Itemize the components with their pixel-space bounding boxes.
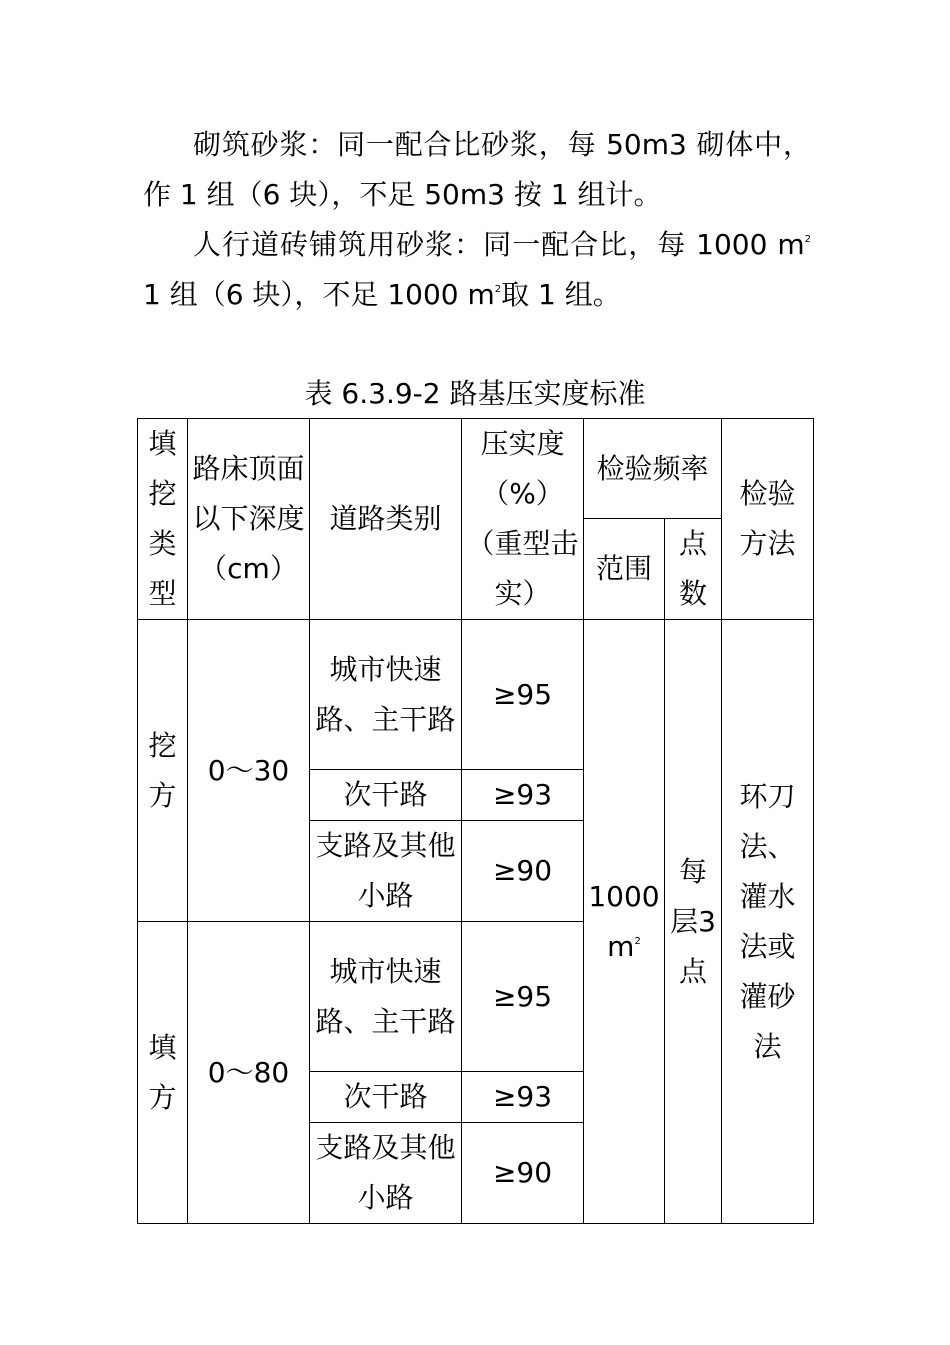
cell-road-class: 次干路 — [310, 770, 462, 821]
paragraph-sidewalk-text-c: 取 1 组。 — [501, 278, 621, 311]
compaction-standard-table — [137, 418, 814, 1224]
cell-compaction: ≥93 — [462, 770, 584, 821]
cell-road-class: 支路及其他小路 — [310, 1123, 462, 1224]
header-compaction: 压实度（%）（重型击实） — [462, 419, 584, 620]
cell-compaction: ≥95 — [462, 922, 584, 1072]
header-fill-type: 填挖类型 — [138, 419, 188, 620]
header-road-class: 道路类别 — [310, 419, 462, 620]
cell-fill-type: 挖方 — [138, 620, 188, 922]
paragraph-sidewalk-text-b: 1 组（6 块），不足 1000 m — [143, 278, 495, 311]
table-caption: 表 6.3.9-2 路基压实度标准 — [304, 377, 646, 410]
cell-compaction: ≥90 — [462, 821, 584, 922]
cell-depth: 0～30 — [188, 620, 310, 922]
cell-range-value: 1000 m — [588, 879, 660, 963]
cell-range — [584, 620, 665, 1224]
cell-fill-type: 填方 — [138, 922, 188, 1224]
superscript-square: 2 — [494, 284, 502, 295]
header-depth: 路床顶面以下深度（cm） — [188, 419, 310, 620]
cell-method: 环刀法、灌水法或灌砂法 — [722, 620, 814, 1224]
paragraph-sidewalk-text-a: 人行道砖铺筑用砂浆：同一配合比，每 1000 m — [193, 228, 805, 261]
header-frequency: 检验频率 — [584, 419, 722, 519]
cell-road-class: 支路及其他小路 — [310, 821, 462, 922]
paragraph-sidewalk-mortar — [143, 220, 811, 320]
header-range: 范围 — [584, 519, 665, 620]
cell-depth: 0～80 — [188, 922, 310, 1224]
paragraph-masonry-mortar: 砌筑砂浆：同一配合比砂浆，每 50m3 砌体中，作 1 组（6 块），不足 50m3 按 1 组计。 — [143, 128, 811, 211]
cell-road-class: 次干路 — [310, 1072, 462, 1123]
cell-compaction: ≥93 — [462, 1072, 584, 1123]
superscript-square: 2 — [804, 234, 811, 245]
cell-compaction: ≥90 — [462, 1123, 584, 1224]
header-row — [138, 419, 814, 519]
cell-compaction: ≥95 — [462, 620, 584, 770]
cell-points: 每层3点 — [665, 620, 722, 1224]
header-method: 检验方法 — [722, 419, 814, 620]
cell-road-class: 城市快速路、主干路 — [310, 620, 462, 770]
table-row — [138, 620, 814, 770]
header-points: 点数 — [665, 519, 722, 620]
superscript-square: 2 — [634, 935, 641, 947]
cell-road-class: 城市快速路、主干路 — [310, 922, 462, 1072]
